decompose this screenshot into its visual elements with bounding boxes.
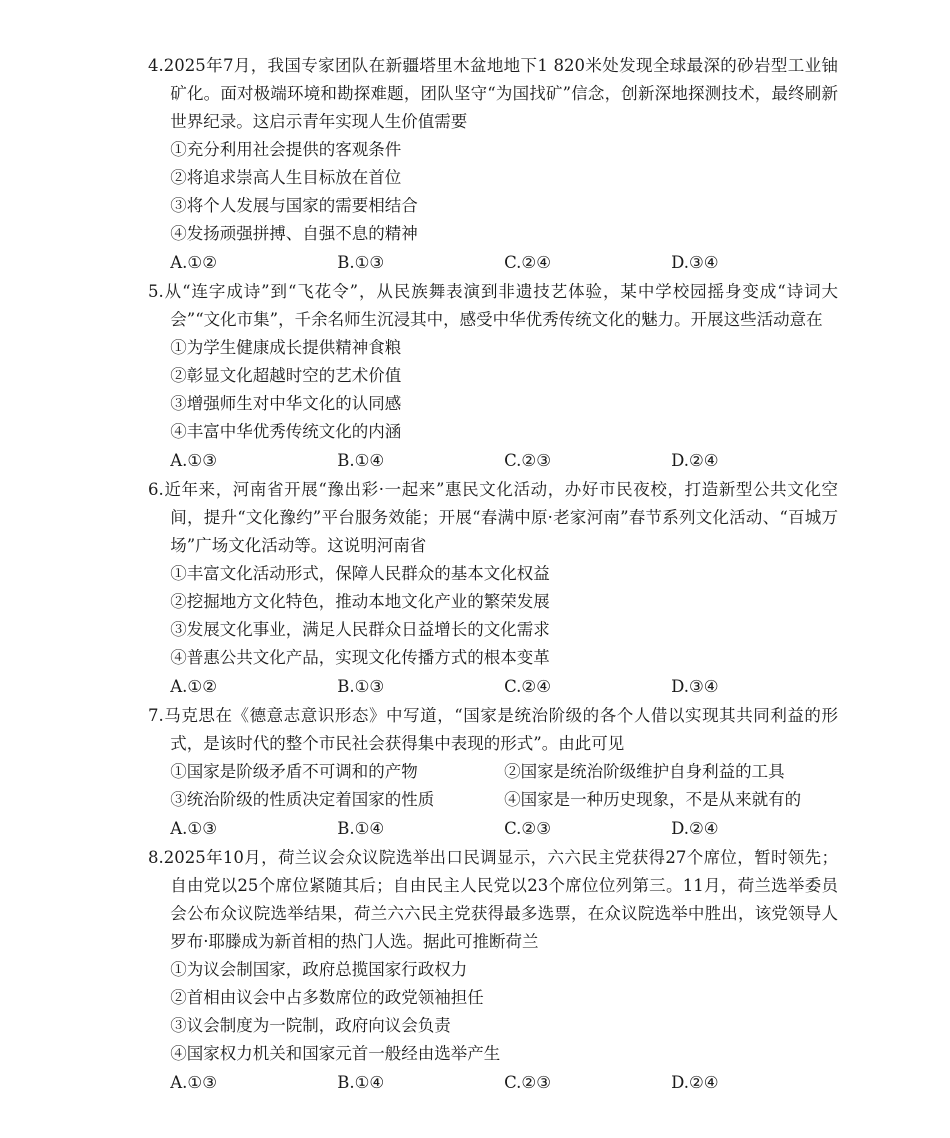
statement-option: ③议会制度为一院制，政府向议会负责 bbox=[170, 1016, 451, 1035]
choice-b: B.①③ bbox=[337, 677, 385, 696]
question-stem: 5.从“连字成诗”到“飞花令”，从民族舞表演到非遗技艺体验，某中学校园摇身变成“诗词大会”“文化市集”，千余名师生沉浸其中，感受中华优秀传统文化的魅力。开展这些活动意在 bbox=[148, 282, 838, 329]
choice-c: C.②③ bbox=[504, 1073, 552, 1092]
statement-option: ④国家权力机关和国家元首一般经由选举产生 bbox=[170, 1044, 501, 1063]
answer-choices bbox=[148, 248, 838, 277]
choice-b: B.①④ bbox=[337, 451, 385, 470]
statement-option: ①国家是阶级矛盾不可调和的产物 bbox=[170, 762, 418, 781]
choice-b: B.①④ bbox=[337, 819, 385, 838]
statement-option: ④发扬顽强拼搏、自强不息的精神 bbox=[170, 224, 418, 243]
choice-a: A.①③ bbox=[170, 451, 218, 470]
answer-choices bbox=[148, 446, 838, 475]
choice-d: D.③④ bbox=[671, 253, 719, 272]
statement-option: ③发展文化事业，满足人民群众日益增长的文化需求 bbox=[170, 620, 550, 639]
statement-option: ②首相由议会中占多数席位的政党领袖担任 bbox=[170, 988, 484, 1007]
question-stem: 7.马克思在《德意志意识形态》中写道，“国家是统治阶级的各个人借以实现其共同利益的形式，是该时代的整个市民社会获得集中表现的形式”。由此可见 bbox=[148, 706, 838, 753]
question-8 bbox=[148, 844, 838, 1092]
question-7 bbox=[148, 702, 838, 843]
question-list bbox=[148, 52, 838, 1092]
statement-option: ④国家是一种历史现象，不是从来就有的 bbox=[504, 790, 802, 809]
statement-option: ③增强师生对中华文化的认同感 bbox=[170, 394, 402, 413]
choice-a: A.①③ bbox=[170, 819, 218, 838]
statement-option: ②彰显文化超越时空的艺术价值 bbox=[170, 366, 402, 385]
choice-d: D.②④ bbox=[671, 819, 719, 838]
question-stem: 6.近年来，河南省开展“豫出彩·一起来”惠民文化活动，办好市民夜校，打造新型公共文化空间，提升“文化豫约”平台服务效能；开展“春满中原·老家河南”春节系列文化活动、“百城万场”广场文化活动等。这说明河南省 bbox=[148, 480, 838, 555]
statement-option: ③统治阶级的性质决定着国家的性质 bbox=[170, 790, 435, 809]
statement-option: ①为议会制国家，政府总揽国家行政权力 bbox=[170, 960, 468, 979]
question-5 bbox=[148, 278, 838, 475]
choice-d: D.③④ bbox=[671, 677, 719, 696]
answer-choices bbox=[148, 672, 838, 701]
statement-row bbox=[148, 758, 838, 786]
choice-a: A.①③ bbox=[170, 1073, 218, 1092]
choice-b: B.①③ bbox=[337, 253, 385, 272]
statement-row bbox=[148, 786, 838, 814]
answer-choices bbox=[148, 1068, 838, 1092]
choice-c: C.②③ bbox=[504, 451, 552, 470]
choice-d: D.②④ bbox=[671, 451, 719, 470]
statement-option: ①丰富文化活动形式，保障人民群众的基本文化权益 bbox=[170, 564, 550, 583]
question-6 bbox=[148, 476, 838, 701]
statement-option: ②国家是统治阶级维护自身利益的工具 bbox=[504, 762, 785, 781]
choice-c: C.②③ bbox=[504, 819, 552, 838]
question-4 bbox=[148, 52, 838, 277]
choice-c: C.②④ bbox=[504, 677, 552, 696]
question-stem: 8.2025年10月，荷兰议会众议院选举出口民调显示，六六民主党获得27个席位，暂时领先；自由党以25个席位紧随其后；自由民主人民党以23个席位位列第三。11月，荷兰选举委员会公布众议院选举结果，荷兰六六民主党获得最多选票，在众议院选举中胜出，该党领导人罗布·耶滕成为新首相的热门人选。据此可推断荷兰 bbox=[148, 848, 838, 951]
statement-option: ②挖掘地方文化特色，推动本地文化产业的繁荣发展 bbox=[170, 592, 550, 611]
choice-c: C.②④ bbox=[504, 253, 552, 272]
question-stem: 4.2025年7月，我国专家团队在新疆塔里木盆地地下1 820米处发现全球最深的砂岩型工业铀矿化。面对极端环境和勘探难题，团队坚守“为国找矿”信念，创新深地探测技术，最终刷新世界纪录。这启示青年实现人生价值需要 bbox=[148, 56, 838, 131]
choice-b: B.①④ bbox=[337, 1073, 385, 1092]
choice-a: A.①② bbox=[170, 677, 218, 696]
statement-option: ④普惠公共文化产品，实现文化传播方式的根本变革 bbox=[170, 648, 550, 667]
choice-a: A.①② bbox=[170, 253, 218, 272]
statement-option: ②将追求崇高人生目标放在首位 bbox=[170, 168, 402, 187]
answer-choices bbox=[148, 814, 838, 843]
statement-option: ①充分利用社会提供的客观条件 bbox=[170, 140, 402, 159]
statement-option: ①为学生健康成长提供精神食粮 bbox=[170, 338, 402, 357]
statement-option: ③将个人发展与国家的需要相结合 bbox=[170, 196, 418, 215]
statement-option: ④丰富中华优秀传统文化的内涵 bbox=[170, 422, 402, 441]
choice-d: D.②④ bbox=[671, 1073, 719, 1092]
